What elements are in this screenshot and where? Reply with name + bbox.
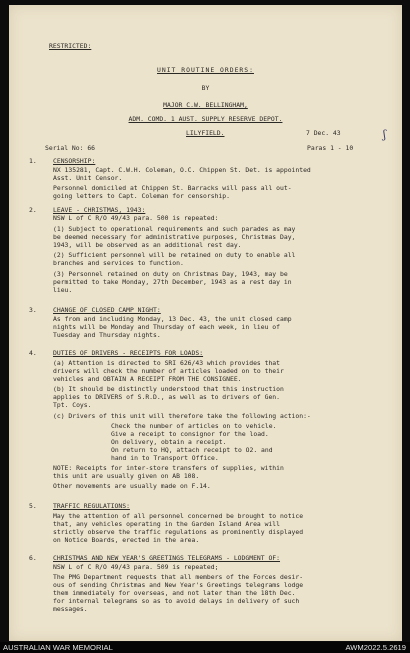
- section-line: ous of sending Christmas and New Year's Greetings telegrams lodge: [53, 581, 304, 589]
- section-line: drivers will check the number of articles loaded on to their: [53, 367, 284, 375]
- archive-footer: [0, 642, 410, 653]
- section-title-censorship: CENSORSHIP:: [53, 157, 96, 165]
- section-line: Tpt. Coys.: [53, 401, 92, 409]
- section-number: 3.: [29, 306, 37, 314]
- section-line: (c) Drivers of this unit will therefore take the following action:-: [53, 412, 311, 420]
- section-title-drivers: DUTIES OF DRIVERS - RECEIPTS FOR LOADS:: [53, 349, 204, 357]
- section-line: vehicles and OBTAIN A RECEIPT FROM THE CONSIGNEE.: [53, 375, 242, 383]
- section-line: (3) Personnel retained on duty on Christmas Day, 1943, may be: [53, 270, 288, 278]
- action-item: On return to HQ, attach receipt to O2. and: [111, 446, 273, 454]
- section-line: nights will be Monday and Thursday of each week, in lieu of: [53, 323, 281, 331]
- section-line: that, any vehicles operating in the Garden Island Area will: [53, 520, 281, 528]
- paras-range: Paras 1 - 10: [307, 144, 354, 152]
- document-page: [9, 5, 402, 641]
- section-line: for internal telegrams so as to avoid delays in delivery of such: [53, 597, 300, 605]
- document-title: UNIT ROUTINE ORDERS:: [157, 66, 254, 74]
- footer-accession-number: AWM2022.5.2619: [345, 643, 406, 652]
- section-line: going letters to Capt. Coleman for censorship.: [53, 192, 230, 200]
- section-line: As from and including Monday, 13 Dec. 43, the unit closed camp: [53, 315, 292, 323]
- section-line: lieu.: [53, 286, 73, 294]
- document-date: 7 Dec. 43: [306, 129, 341, 137]
- section-line: (b) It should be distinctly understood that this instruction: [53, 385, 284, 393]
- by-line: BY: [201, 84, 210, 92]
- action-item: Give a receipt to consignor for the load.: [111, 430, 269, 438]
- restricted-marking: RESTRICTED:: [49, 42, 92, 50]
- section-line: strictly observe the traffic regulations as prominently displayed: [53, 528, 304, 536]
- footer-institution: AUSTRALIAN WAR MEMORIAL: [3, 643, 113, 652]
- section-title-closed-camp: CHANGE OF CLOSED CAMP NIGHT:: [53, 306, 161, 314]
- section-line: (a) Attention is directed to SRI 626/43 which provides that: [53, 359, 281, 367]
- section-line: Personnel domiciled at Chippen St. Barracks will pass all out-: [53, 184, 292, 192]
- section-line: Asst. Unit Censor.: [53, 174, 123, 182]
- section-line: (2) Sufficient personnel will be retained on duty to enable all: [53, 251, 296, 259]
- commander-name: MAJOR C.W. BELLINGHAM,: [163, 101, 248, 109]
- handwritten-tick: ʃ: [383, 128, 386, 141]
- section-line: branches and services to function.: [53, 259, 184, 267]
- section-line: permitted to take Monday, 27th December, 1943 as a rest day in: [53, 278, 292, 286]
- commander-appointment: ADM. COMD. 1 AUST. SUPPLY RESERVE DEPOT.: [128, 115, 283, 123]
- action-item: Check the number of articles on to vehicle.: [111, 422, 277, 430]
- section-title-leave: LEAVE - CHRISTMAS, 1943:: [53, 206, 146, 214]
- action-item: hand in to Transport Office.: [111, 454, 219, 462]
- section-line: Other movements are usually made on F.14.: [53, 482, 211, 490]
- section-title-telegrams: CHRISTMAS AND NEW YEAR'S GREETINGS TELEGRAMS - LODGMENT OF:: [53, 554, 281, 562]
- section-line: this unit are usually given on AB 108.: [53, 472, 200, 480]
- section-line: on Notice Boards, erected in the area.: [53, 536, 200, 544]
- section-line: 1943, will be observed as an additional rest day.: [53, 241, 242, 249]
- section-number: 1.: [29, 157, 37, 165]
- section-number: 6.: [29, 554, 37, 562]
- section-line: (1) Subject to operational requirements and such parades as may: [53, 225, 296, 233]
- section-note: NOTE: Receipts for inter-store transfers of supplies, within: [53, 464, 284, 472]
- section-line: be deemed necessary for administrative purposes, Christmas Day,: [53, 233, 296, 241]
- serial-number: Serial No: 66: [45, 144, 96, 152]
- section-title-traffic: TRAFFIC REGULATIONS:: [53, 502, 130, 510]
- location: LILYFIELD.: [186, 129, 225, 137]
- section-line: May the attention of all personnel concerned be brought to notice: [53, 512, 304, 520]
- section-line: NSW L of C R/O 49/43 para. 500 is repeated:: [53, 214, 219, 222]
- section-number: 2.: [29, 206, 37, 214]
- section-number: 5.: [29, 502, 37, 510]
- section-number: 4.: [29, 349, 37, 357]
- section-line: applies to DRIVERS of S.R.D., as well as to drivers of Gen.: [53, 393, 281, 401]
- section-line: NX 135281, Capt. C.W.H. Coleman, O.C. Chippen St. Det. is appointed: [53, 166, 311, 174]
- action-item: On delivery, obtain a receipt.: [111, 438, 227, 446]
- section-line: them immediately for overseas, and not later than the 18th Dec.: [53, 589, 296, 597]
- section-line: NSW L of C R/O 49/43 para. 509 is repeated;: [53, 563, 219, 571]
- section-line: The PMG Department requests that all members of the Forces desir-: [53, 573, 304, 581]
- section-line: messages.: [53, 605, 88, 613]
- section-line: Tuesday and Thursday nights.: [53, 331, 161, 339]
